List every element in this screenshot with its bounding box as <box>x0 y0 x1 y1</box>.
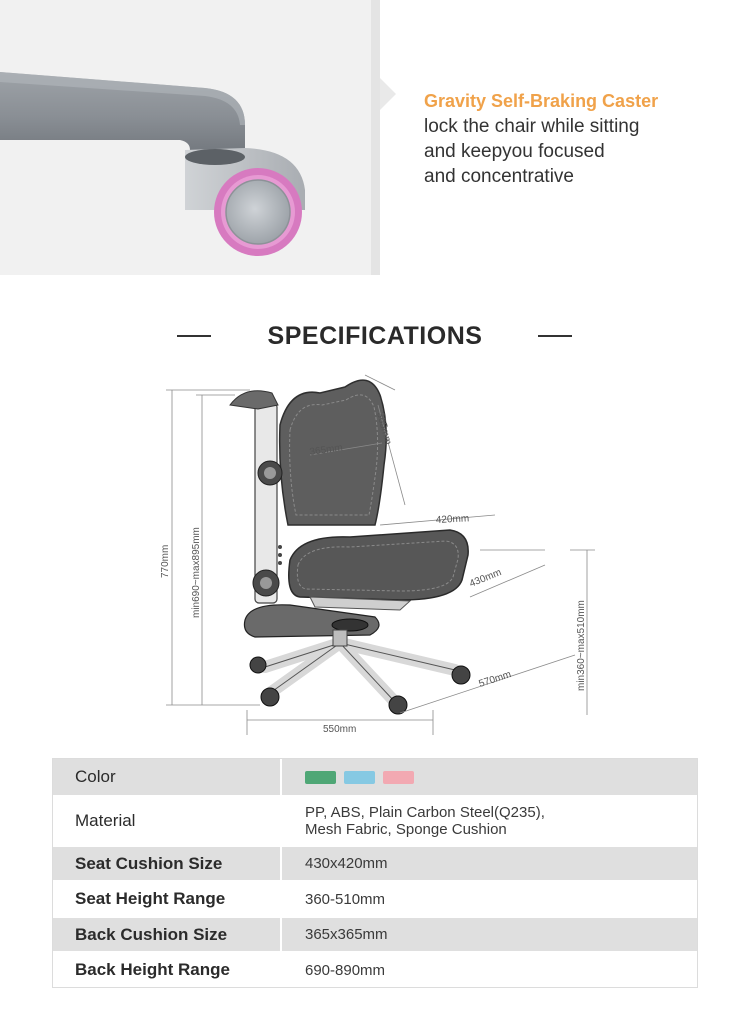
callout-pointer <box>380 78 396 110</box>
dim-seat-width: 420mm <box>435 513 470 526</box>
photo-edge <box>371 0 380 275</box>
row-value <box>280 759 697 795</box>
caster-photo <box>0 0 380 275</box>
dim-seat-height: min360~max510mm <box>576 600 587 691</box>
feature-title: Gravity Self-Braking Caster <box>424 91 659 111</box>
specifications-title: SPECIFICATIONS <box>267 322 483 350</box>
swatch-blue <box>344 771 375 784</box>
dim-back-height: min690~max895mm <box>191 527 202 618</box>
feature-line: lock the chair while sitting <box>424 116 640 137</box>
row-value <box>280 953 697 987</box>
row-label: Color <box>53 759 280 795</box>
specifications-table <box>52 758 698 988</box>
dim-back-width: 365mm <box>308 442 344 458</box>
row-label: Seat Height Range <box>53 882 280 916</box>
specifications-heading <box>0 318 750 354</box>
table-row-back-height <box>53 953 697 987</box>
caster-illustration <box>0 0 380 275</box>
row-value-line: Mesh Fabric, Sponge Cushion <box>305 821 507 838</box>
row-label: Material <box>53 797 280 845</box>
dim-seat-depth: 430mm <box>468 567 504 590</box>
dim-back-depth: 365mm <box>374 410 394 446</box>
table-row-material <box>53 797 697 847</box>
swatch-pink <box>383 771 414 784</box>
dim-total-height: 770mm <box>160 544 171 578</box>
row-label: Back Cushion Size <box>53 918 280 951</box>
color-swatches <box>305 771 697 784</box>
feature-callout <box>424 88 734 189</box>
row-value <box>280 847 697 880</box>
swatch-green <box>305 771 336 784</box>
feature-line: and keepyou focused <box>424 141 605 162</box>
feature-line: and concentrative <box>424 166 574 187</box>
heading-rule-right <box>538 335 572 337</box>
table-row-seat-cushion <box>53 847 697 882</box>
row-value-line: 430x420mm <box>305 855 388 872</box>
row-value <box>280 918 697 951</box>
row-value <box>280 882 697 916</box>
dim-base-width: 550mm <box>323 724 357 735</box>
chair-drawing <box>150 365 600 745</box>
dim-base-depth: 570mm <box>477 669 513 690</box>
row-value <box>280 797 697 845</box>
row-value-line: PP, ABS, Plain Carbon Steel(Q235), <box>305 804 545 821</box>
row-value-line: 690-890mm <box>305 961 386 979</box>
row-label: Seat Cushion Size <box>53 847 280 880</box>
row-value-line: 360-510mm <box>305 890 386 908</box>
row-label: Back Height Range <box>53 953 280 987</box>
chair-dimension-diagram <box>150 365 600 745</box>
table-row-back-cushion <box>53 918 697 953</box>
table-row-seat-height <box>53 882 697 918</box>
row-value-line: 365x365mm <box>305 926 388 943</box>
table-row-color <box>53 759 697 797</box>
